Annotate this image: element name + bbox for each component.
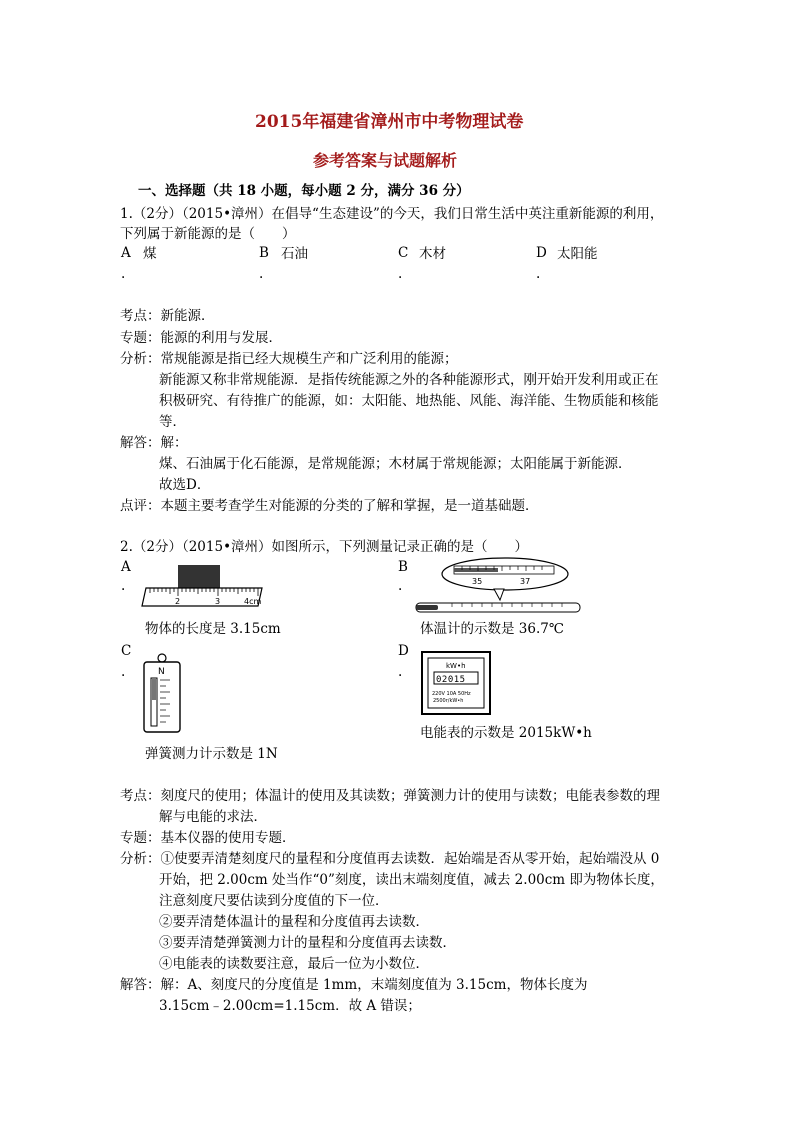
q2-zhuanti: 专题：基本仪器的使用专题．	[120, 830, 296, 846]
q2-option-d-caption: 电能表的示数是 2015kW•h	[420, 725, 592, 741]
q2-fenxi-5: ③要弄清楚弹簧测力计的量程和分度值再去读数．	[159, 935, 456, 951]
mercury-column	[454, 568, 498, 572]
q2-option-a-caption: 物体的长度是 3.15cm	[145, 621, 281, 637]
ruler-tick-label: 3	[215, 597, 221, 606]
ruler-tick-label: 2	[175, 597, 181, 606]
q1-kaodian: 考点：新能源．	[120, 308, 215, 324]
ruler-tick-label: 4cm	[244, 597, 262, 606]
q2-kaodian-2: 解与电能的求法．	[159, 809, 267, 825]
q2-option-c-letter[interactable]: C	[121, 643, 132, 659]
q1-fenxi-3: 积极研究、有待推广的能源，如：太阳能、地热能、风能、海洋能、生物质能和核能	[159, 393, 659, 409]
q2-option-a-letter[interactable]: A	[121, 559, 131, 575]
q1-option-c-text[interactable]: 木材	[419, 246, 446, 262]
q1-option-c-dot: .	[398, 266, 403, 282]
q1-option-a-letter: A	[121, 245, 131, 261]
q1-option-d-letter: D	[536, 245, 547, 261]
electric-meter-figure	[420, 650, 492, 716]
q1-option-b-dot: .	[259, 266, 264, 282]
q2-option-b-dot: .	[398, 578, 403, 594]
thermometer-bulb	[416, 605, 438, 610]
q2-option-c-dot: .	[121, 664, 126, 680]
q2-fenxi-3: 注意刻度尺要估读到分度值的下一位．	[159, 893, 389, 909]
meter-spec-1: 220V 10A 50Hz	[432, 691, 471, 697]
q1-dianping: 点评：本题主要考查学生对能源的分类的了解和掌握，是一道基础题．	[120, 498, 539, 514]
q2-fenxi-4: ②要弄清楚体温计的量程和分度值再去读数．	[159, 914, 429, 930]
q1-jieda-2: 煤、石油属于化石能源，是常规能源；木材属于常规能源；太阳能属于新能源．	[159, 456, 632, 472]
page-subtitle: 参考答案与试题解析	[313, 151, 458, 170]
q1-stem-line2: 下列属于新能源的是（ ）	[120, 226, 296, 242]
q1-zhuanti: 专题：能源的利用与发展．	[120, 330, 282, 346]
spring-scale-figure	[140, 652, 184, 734]
q2-stem: 2.（2分）（2015•漳州）如图所示，下列测量记录正确的是（ ）	[120, 539, 529, 555]
q1-fenxi-1: 分析：常规能源是指已经大规模生产和广泛利用的能源；	[120, 351, 458, 367]
q1-option-a-dot: .	[121, 266, 126, 282]
thermo-tick-label: 35	[472, 577, 483, 586]
q2-fenxi-2: 开始，把 2.00cm 处当作“0”刻度，读出末端刻度值，减去 2.00cm 即为物体长度，	[159, 872, 664, 888]
ruler-figure	[140, 562, 280, 612]
q1-fenxi-4: 等．	[159, 414, 186, 430]
q1-stem-line1: 1.（2分）（2015•漳州）在倡导“生态建设”的今天，我们日常生活中英注重新能源的利用，	[120, 206, 664, 222]
meter-spec-2: 2500r/kW•h	[433, 698, 464, 704]
q2-option-a-dot: .	[121, 578, 126, 594]
meter-digits: 02015	[436, 675, 466, 685]
q2-fenxi-6: ④电能表的读数要注意，最后一位为小数位．	[159, 956, 429, 972]
meter-unit: kW•h	[446, 662, 466, 670]
q2-option-b-caption: 体温计的示数是 36.7℃	[420, 621, 564, 637]
q1-option-b-text[interactable]: 石油	[281, 246, 308, 262]
measured-block	[178, 565, 220, 589]
q2-option-d-dot: .	[398, 664, 403, 680]
scale-hook-ring	[158, 654, 166, 662]
section-heading: 一、选择题（共 18 小题，每小题 2 分，满分 36 分）	[138, 183, 470, 199]
thermometer-tube	[416, 603, 580, 612]
q2-jieda-1: 解答：解：A、刻度尺的分度值是 1mm，末端刻度值为 3.15cm，物体长度为	[120, 977, 588, 993]
page-title: 2015年福建省漳州市中考物理试卷	[255, 112, 524, 132]
q1-fenxi-2: 新能源又称非常规能源．是指传统能源之外的各种能源形式，刚开始开发利用或正在	[159, 372, 659, 388]
q1-option-a-text[interactable]: 煤	[143, 246, 157, 262]
q1-option-d-text[interactable]: 太阳能	[557, 246, 598, 262]
q2-kaodian-1: 考点：刻度尺的使用；体温计的使用及其读数；弹簧测力计的使用与读数；电能表参数的理	[120, 788, 660, 804]
bubble-pointer	[494, 589, 504, 600]
thermo-tick-label: 37	[520, 577, 531, 586]
q1-option-b-letter: B	[259, 245, 269, 261]
scale-spring	[152, 678, 156, 700]
q1-option-d-dot: .	[536, 266, 541, 282]
q2-fenxi-1: 分析：①使要弄清楚刻度尺的量程和分度值再去读数．起始端是否从零开始，起始端没从 0	[120, 851, 660, 867]
q2-option-d-letter[interactable]: D	[398, 643, 409, 659]
thermometer-figure	[412, 556, 584, 618]
scale-unit: N	[158, 667, 165, 677]
q2-jieda-2: 3.15cm﹣2.00cm=1.15cm．故 A 错误；	[159, 998, 421, 1014]
q1-option-c-letter: C	[398, 245, 409, 261]
q2-option-c-caption: 弹簧测力计示数是 1N	[145, 746, 278, 762]
q1-jieda-3: 故选D．	[159, 477, 211, 493]
q2-option-b-letter[interactable]: B	[398, 559, 408, 575]
q1-jieda-1: 解答：解：	[120, 435, 188, 451]
